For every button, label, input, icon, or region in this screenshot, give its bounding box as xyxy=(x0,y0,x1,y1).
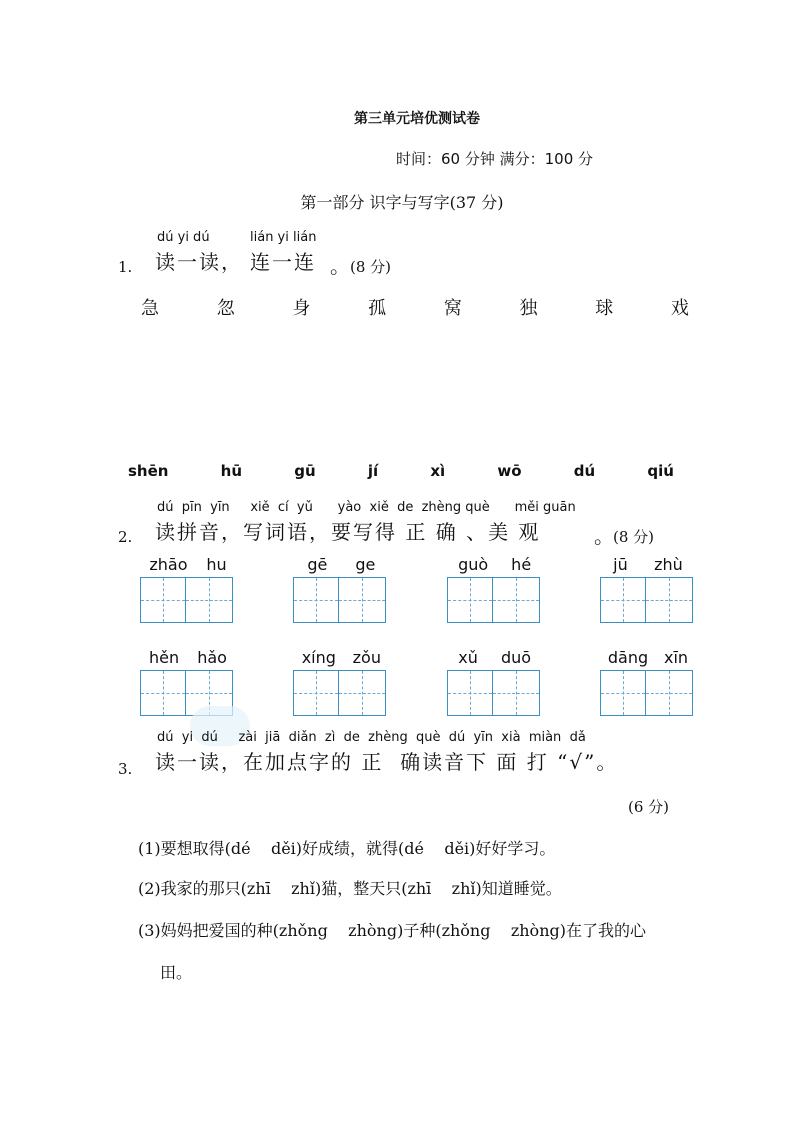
q2-word-cell xyxy=(293,555,389,623)
writing-box[interactable] xyxy=(140,670,186,716)
cell-pinyin: xǔ xyxy=(458,648,478,667)
writing-box[interactable] xyxy=(186,577,233,623)
writing-box[interactable] xyxy=(339,670,386,716)
time-info: 时间：60 分钟 满分：100 分 xyxy=(396,150,594,168)
q1-char[interactable]: 戏 xyxy=(670,298,689,319)
q3-number: 3. xyxy=(118,760,133,778)
q1-char[interactable]: 孤 xyxy=(368,298,387,319)
writing-box[interactable] xyxy=(447,577,493,623)
cell-pinyin: xīn xyxy=(663,648,689,667)
cell-pinyin: ge xyxy=(355,555,376,574)
q1-pinyin[interactable]: xì xyxy=(430,462,446,480)
q2-word-cell xyxy=(293,648,389,716)
q2-word-cell xyxy=(600,555,696,623)
q1-pinyin[interactable]: jí xyxy=(367,462,379,480)
q2-word-cell xyxy=(600,648,696,716)
q1-pinyin-row xyxy=(128,462,674,480)
cell-pinyin: zhāo xyxy=(149,555,188,574)
q2-word-cell xyxy=(140,555,236,623)
cell-pinyin: hu xyxy=(206,555,227,574)
q1-pinyin[interactable]: qiú xyxy=(647,462,674,480)
q1-score: (8 分) xyxy=(350,258,392,276)
q1-pinyin-1: dú yi dú xyxy=(157,230,210,245)
q2-score: (8 分) xyxy=(613,528,655,546)
cell-pinyin: xíng xyxy=(301,648,336,667)
cell-pinyin: duō xyxy=(500,648,532,667)
q2-pinyin: dú pīn yīn xiě cí yǔ yào xiě de zhèng què měi guān xyxy=(157,500,576,515)
q1-number: 1. xyxy=(118,258,133,276)
cell-pinyin: jū xyxy=(613,555,628,574)
q1-pinyin[interactable]: gū xyxy=(294,462,316,480)
q1-char[interactable]: 身 xyxy=(292,298,311,319)
q1-pinyin[interactable]: shēn xyxy=(128,462,169,480)
q3-text: 读一读，在加点字的 正 确读音下 面 打 “√”。 xyxy=(155,750,619,774)
q1-char[interactable]: 窝 xyxy=(443,298,462,319)
writing-box[interactable] xyxy=(293,670,339,716)
writing-box[interactable] xyxy=(447,670,493,716)
q1-pinyin[interactable]: wō xyxy=(497,462,522,480)
writing-box[interactable] xyxy=(600,577,646,623)
writing-box[interactable] xyxy=(646,577,693,623)
q1-period: 。 xyxy=(330,254,352,278)
writing-box[interactable] xyxy=(646,670,693,716)
writing-box[interactable] xyxy=(339,577,386,623)
page-title: 第三单元培优测试卷 xyxy=(354,111,480,127)
q2-word-cell xyxy=(447,648,543,716)
q2-word-cell xyxy=(447,555,543,623)
q3-pinyin: dú yi dú zài jiā diǎn zì de zhèng què dú yīn xià miàn dǎ xyxy=(157,730,586,745)
q3-score: (6 分) xyxy=(628,798,670,816)
cell-pinyin: zǒu xyxy=(352,648,381,667)
q3-item-3: (3)妈妈把爱国的种(zhǒng zhòng)子种(zhǒng zhòng)在了我的心 xyxy=(138,921,646,940)
writing-box[interactable] xyxy=(600,670,646,716)
cell-pinyin: gē xyxy=(307,555,328,574)
q1-char[interactable]: 球 xyxy=(595,298,614,319)
q1-text-1: 读一读， xyxy=(155,250,243,274)
q1-text-2: 连一连 xyxy=(250,250,316,274)
q2-grid-row-1 xyxy=(140,555,696,623)
q1-char[interactable]: 急 xyxy=(141,298,159,319)
writing-box[interactable] xyxy=(493,670,540,716)
cell-pinyin: guò xyxy=(458,555,489,574)
cell-pinyin: zhù xyxy=(654,555,683,574)
q2-text: 读拼音，写词语，要写得 正 确 、美 观 xyxy=(155,520,541,544)
cell-pinyin: hé xyxy=(511,555,532,574)
q1-pinyin[interactable]: hū xyxy=(220,462,243,480)
q1-pinyin[interactable]: dú xyxy=(573,462,596,480)
q2-number: 2. xyxy=(118,528,133,546)
q2-period: 。 xyxy=(594,524,616,548)
q1-char-row xyxy=(130,294,700,320)
cell-pinyin: hěn xyxy=(149,648,180,667)
cell-pinyin: hǎo xyxy=(197,648,227,667)
q3-item-3-cont: 田。 xyxy=(160,963,193,982)
writing-box[interactable] xyxy=(493,577,540,623)
q1-char[interactable]: 忽 xyxy=(216,298,235,319)
q3-item-1: (1)要想取得(dé děi)好成绩，就得(dé děi)好好学习。 xyxy=(138,839,556,858)
part-title: 第一部分 识字与写字(37 分) xyxy=(300,193,504,212)
q1-char[interactable]: 独 xyxy=(519,298,538,319)
cell-pinyin: dāng xyxy=(607,648,649,667)
writing-box[interactable] xyxy=(140,577,186,623)
q1-pinyin-2: lián yi lián xyxy=(250,230,317,245)
writing-box[interactable] xyxy=(293,577,339,623)
q3-item-2: (2)我家的那只(zhī zhǐ)猫，整天只(zhī zhǐ)知道睡觉。 xyxy=(138,879,562,898)
